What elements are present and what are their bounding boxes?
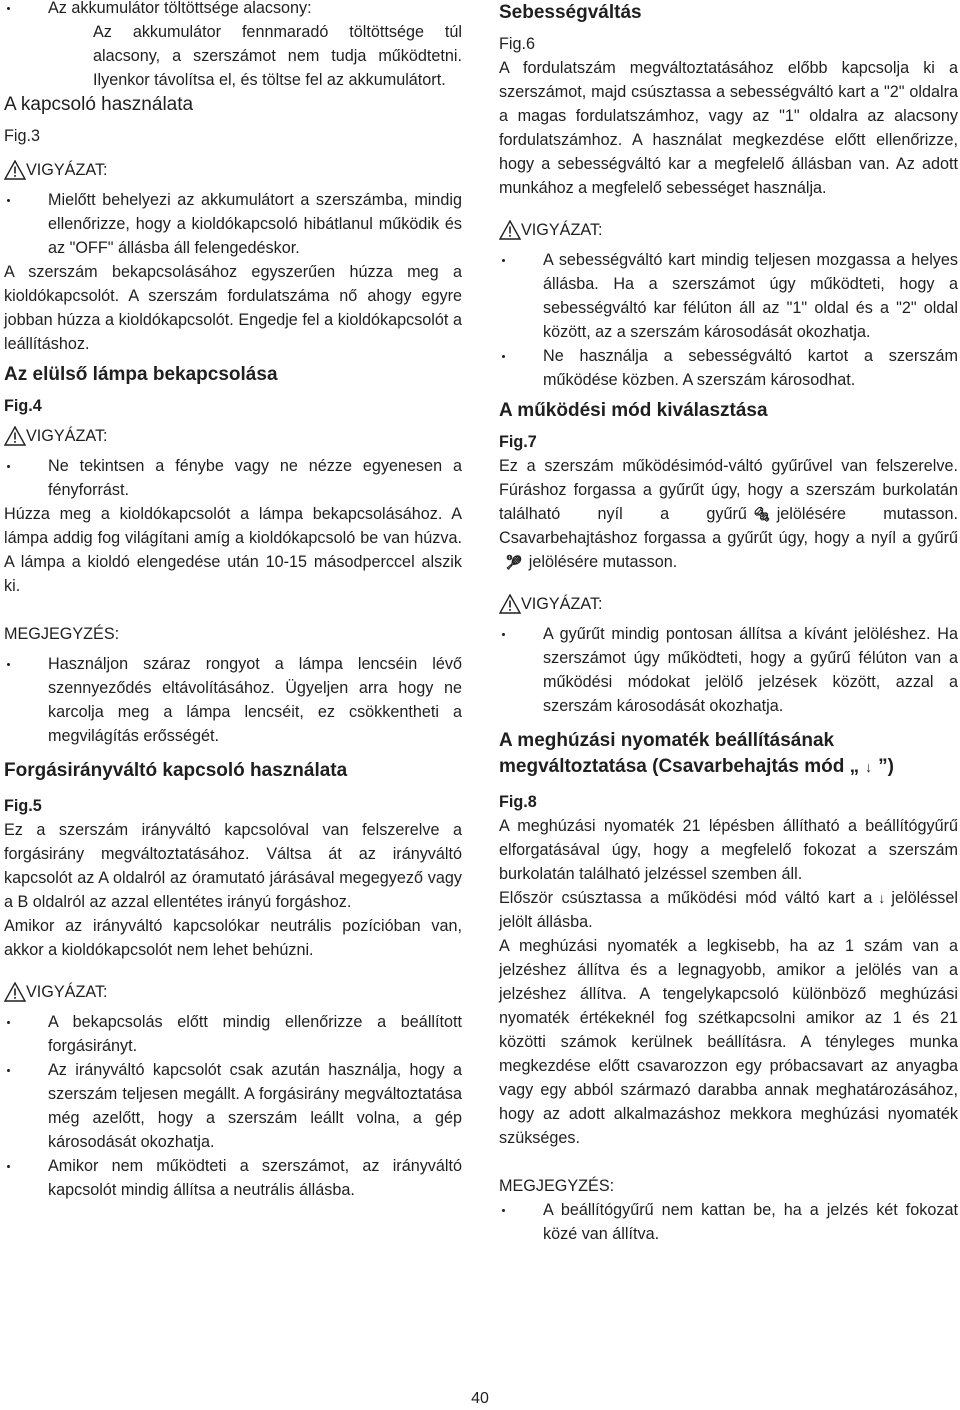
screwdriver-mode-icon: 🎾︎ bbox=[505, 554, 523, 570]
torque-title bbox=[499, 728, 958, 780]
mode-text bbox=[499, 454, 958, 574]
right-column bbox=[499, 0, 958, 1246]
fig7: Fig.7 bbox=[499, 433, 537, 451]
switch-caution-title bbox=[4, 158, 462, 182]
switch-caution-1: Mielőtt behelyezi az akkumulátort a szerszámba, mindig ellenőrizze, hogy a kioldókapcsoló hibátlanul működik és az "OFF" állásba áll felengedéskor. bbox=[4, 188, 462, 260]
mode-caution-1: A gyűrűt mindig pontosan állítsa a kívánt jelöléshez. Ha szerszámot úgy működteti, hogy a gyűrű félúton van a működési módokat jelölő jelzések között, azzal a szerszám károsodását okozhatja. bbox=[499, 622, 958, 718]
reverse-caution-1: A bekapcsolás előtt mindig ellenőrizze a beállított forgásirányt. bbox=[4, 1010, 462, 1058]
torque-title-2b: ”) bbox=[878, 756, 894, 777]
caution-label: VIGYÁZAT: bbox=[521, 595, 603, 613]
torque-title-line-2 bbox=[499, 754, 958, 780]
caution-label: VIGYÁZAT: bbox=[521, 221, 603, 239]
lamp-caution-1: Ne tekintsen a fénybe vagy ne nézze egyenesen a fényforrást. bbox=[4, 454, 462, 502]
fig6: Fig.6 bbox=[499, 35, 535, 53]
screwdriver-mode-icon: ↓ bbox=[865, 759, 873, 775]
fig3: Fig.3 bbox=[4, 127, 40, 145]
reverse-caution-3: Amikor nem működteti a szerszámot, az irányváltó kapcsolót mindig állítsa a neutrális állásba. bbox=[4, 1154, 462, 1202]
fig5: Fig.5 bbox=[4, 797, 42, 815]
warning-icon bbox=[4, 160, 26, 180]
torque-note-1: A beállítógyűrű nem kattan be, ha a jelzés két fokozat közé van állítva. bbox=[499, 1198, 958, 1246]
fig4: Fig.4 bbox=[4, 397, 42, 415]
torque-note-title: MEGJEGYZÉS: bbox=[499, 1177, 615, 1195]
fig8: Fig.8 bbox=[499, 793, 537, 811]
caution-label: VIGYÁZAT: bbox=[26, 427, 108, 445]
torque-title-2a: megváltoztatása (Csavarbehajtás mód „ bbox=[499, 756, 860, 777]
speed-caution-1: A sebességváltó kart mindig teljesen mozgassa a helyes állásba. Ha a szerszámot úgy működteti, hogy a sebességváltó kar félúton áll az "1" oldal és a "2" oldal között, az a szerszám károsodását okozhatja. bbox=[499, 248, 958, 344]
torque-text-1: A meghúzási nyomaték 21 lépésben állítható a beállítógyűrű elforgatásával úgy, hogy a megfelelő fokozat a szerszám burkolatán található jelzéssel szemben áll. bbox=[499, 817, 958, 883]
speed-text: A fordulatszám megváltoztatásához előbb kapcsolja ki a szerszámot, majd csúsztassa a sebességváltó kart a "2" oldalra a magas fordulatszámhoz, vagy az "1" oldalra az alacsony fordulatszámhoz. A használat megkezdése előtt ellenőrizze, hogy a sebességváltó kar a megfelelő állásban van. Az adott munkához a megfelelő sebességet használja. bbox=[499, 59, 958, 197]
lamp-caution-title bbox=[4, 424, 462, 448]
speed-caution-2: Ne használja a sebességváltó kartot a szerszám működése közben. A szerszám károsodhat. bbox=[499, 344, 958, 392]
lamp-text: Húzza meg a kioldókapcsolót a lámpa bekapcsolásához. A lámpa addig fog világítani amíg a kioldókapcsoló be van húzva. A lámpa a kioldó elengedése után 10-15 másodperccel alszik ki. bbox=[4, 505, 462, 595]
warning-icon bbox=[4, 982, 26, 1002]
lamp-note-1: Használjon száraz rongyot a lámpa lencséin lévő szennyeződés eltávolításához. Ügyeljen arra hogy ne karcolja meg a lámpa lencséit, ez csökkentheti a megvilágítás erősségét. bbox=[4, 652, 462, 748]
reverse-title: Forgásirányváltó kapcsoló használata bbox=[4, 760, 348, 781]
speed-caution-title bbox=[499, 218, 958, 242]
mode-text-a: Ez a szerszám működésimód-váltó gyűrűvel van felszerelve. Fúráshoz forgassa a gyűrűt úgy, hogy a szerszám burkolatán található nyíl a gyűrű bbox=[499, 457, 958, 523]
lamp-title: Az elülső lámpa bekapcsolása bbox=[4, 364, 278, 385]
torque-text-3: A meghúzási nyomaték a legkisebb, ha az 1 szám van a jelzéshez állítva és a legnagyobb, amikor a jelölés van a jelzéshez állítva. A tengelykapcsoló különböző meghúzási nyomaték értékeknél fog szétkapcsolni amikor az 1 és 21 közötti számok kerülnek beállításra. A tényleges munka megkezdése előtt csavarozzon egy próbacsavart az anyagba vagy egy abból származó darabba annak meghatározásához, hogy az adott alkalmazáshoz mekkora meghúzási nyomaték szükséges. bbox=[499, 937, 958, 1147]
battery-bullet: Az akkumulátor töltöttsége alacsony: bbox=[4, 0, 462, 20]
torque-text-2 bbox=[499, 886, 958, 934]
mode-title: A működési mód kiválasztása bbox=[499, 400, 768, 421]
screwdriver-mode-icon: ↓ bbox=[878, 890, 886, 906]
switch-text: A szerszám bekapcsolásához egyszerűen húzza meg a kioldókapcsolót. A szerszám fordulatszáma nő ahogy egyre jobban húzza a kioldókapcsolót. Engedje fel a kioldókapcsolót a leállításhoz. bbox=[4, 263, 462, 353]
left-column bbox=[4, 0, 462, 1202]
caution-label: VIGYÁZAT: bbox=[26, 983, 108, 1001]
drill-mode-icon: 🔩︎ bbox=[752, 506, 771, 522]
reverse-caution-title bbox=[4, 980, 462, 1004]
lamp-note-title: MEGJEGYZÉS: bbox=[4, 625, 120, 643]
mode-text-b: jelölésére mutasson. Csavarbehajtáshoz forgassa a gyűrűt úgy, hogy a nyíl a gyűrű bbox=[499, 505, 958, 547]
mode-caution-title bbox=[499, 592, 958, 616]
warning-icon bbox=[4, 426, 26, 446]
warning-icon bbox=[499, 220, 521, 240]
reverse-text-1: Ez a szerszám irányváltó kapcsolóval van felszerelve a forgásirány megváltoztatásához. Váltsa át az irányváltó kapcsolót az A oldalról az óramutató járásával megegyező vagy a B oldalról az azzal ellentétes irányú forgáshoz. bbox=[4, 821, 462, 911]
battery-text: Az akkumulátor fennmaradó töltöttsége túl alacsony, a szerszámot nem tudja működtetni. Ilyenkor távolítsa el, és töltse fel az akkumulátort. bbox=[93, 23, 462, 89]
torque-text-2a: Először csúsztassa a működési mód váltó kart a bbox=[499, 889, 873, 907]
switch-title: A kapcsoló használata bbox=[4, 94, 194, 115]
caution-label: VIGYÁZAT: bbox=[26, 161, 108, 179]
reverse-caution-2: Az irányváltó kapcsolót csak azután használja, hogy a szerszám teljesen megállt. A forgásirány megváltoztatása még azelőtt, hogy a szerszám leállt volna, a gép károsodását okozhatja. bbox=[4, 1058, 462, 1154]
torque-text-2b: jelöléssel jelölt állásba. bbox=[499, 889, 958, 931]
warning-icon bbox=[499, 594, 521, 614]
torque-title-line-1: A meghúzási nyomaték beállításának bbox=[499, 730, 835, 751]
mode-text-c: jelölésére mutasson. bbox=[528, 553, 678, 571]
reverse-text-2: Amikor az irányváltó kapcsolókar neutrális pozícióban van, akkor a kioldókapcsolót nem lehet behúzni. bbox=[4, 917, 462, 959]
page-number: 40 bbox=[471, 1390, 489, 1407]
speed-title: Sebességváltás bbox=[499, 2, 642, 23]
